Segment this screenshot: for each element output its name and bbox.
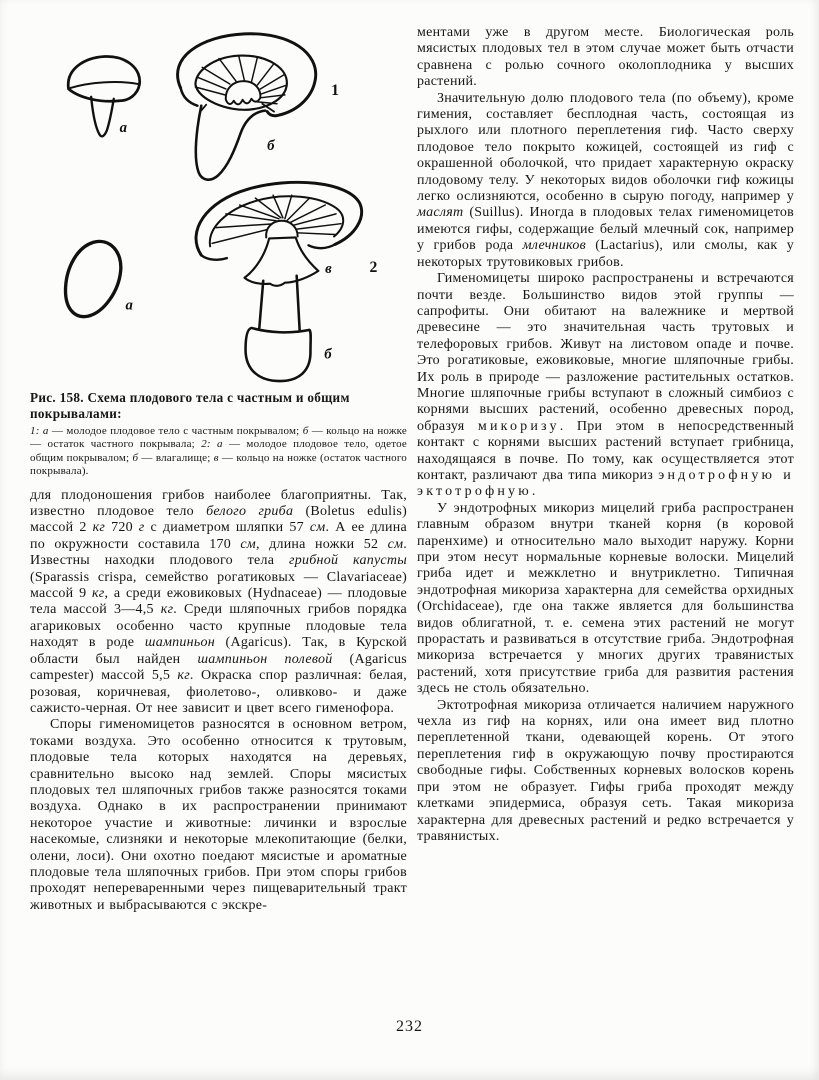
- mushroom-with-partial-veil-drawing: [178, 34, 316, 180]
- paragraph: ментами уже в другом месте. Биологическая роль мясистых плодовых тел в этом случае может быть отчасти сравнена с ролью сочного околоплодника у высших растений.: [417, 25, 794, 90]
- paragraph: Значительную долю плодового тела (по объему), кроме гимения, составляет бесплодная часть, состоящая из рыхлого или плотного переплетения гиф. Часто сверху плодовое тело покрыто кожицей, состоящей из гиф с окрашенной оболочкой, что придает характерную окраску плодовому телу. У некоторых видов оболочки гиф кожицы легко ослизняются, особенно в сырую погоду, например у маслят (Suillus). Иногда в плодовых телах гименомицетов имеются гифы, содержащие белый млечный сок, например у грибов рода млечников (Lactarius), или смолы, как у некоторых трутовиковых грибов.: [417, 90, 795, 270]
- young-body-egg-drawing: [66, 241, 121, 316]
- paragraph: для плодоношения грибов наиболее благоприятны. Так, известно плодовое тело белого гриба (Boletus edulis) массой 2 кг 720 г с диаметром шляпки 57 см. А ее длина по окружности составила 170 см, длина ножки 52 см. Известны находки плодового тела грибной капусты (Sparassis crispa, семейство рогатиковых — Clavariaceae) массой 9 кг, а среди ежовиковых (Hydnaceae) — плодовые тела массой 3—4,5 кг. Среди шляпочных грибов порядка агариковых особенно часто крупные плодовые тела находят в роде шампиньон (Agaricus). Так, в Курской области был найден шампиньон полевой (Agaricus campester) массой 5,5 кг. Окраска спор различная: белая, розовая, коричневая, фиолетово-, оливково- и даже сажисто-черная. От нее зависит и цвет всего гименофора.: [30, 487, 408, 716]
- right-column: [417, 25, 794, 845]
- figure-caption-legend: 1: а — молодое плодовое тело с частным покрывалом; б — кольцо на ножке — остаток частного покрывала; 2: а — молодое плодовое тело, одетое общим покрывалом; б — влагалище; в — кольцо на ножке (остаток частного покрывала).: [30, 425, 408, 478]
- figure-158: [30, 28, 407, 479]
- left-column: [30, 28, 407, 914]
- figure-label-v: в: [325, 260, 332, 277]
- young-fruiting-body-drawing: [68, 56, 139, 136]
- figure-label-b1: б: [267, 137, 275, 154]
- figure-number-2: 2: [369, 258, 378, 276]
- paragraph: Гименомицеты широко распространены и встречаются почти везде. Большинство видов этой группы — сапрофиты. Они обитают на валежнике и мертвой древесине — это значительная часть трутовых и телефоровых грибов. Живут на листовом опаде и почве. Это рогатиковые, ежовиковые, многие шляпочные грибы. Их роль в природе — разложение растительных остатков. Многие шляпочные грибы вступают в сложный симбиоз с корнями высших растений, особенно древесных пород, образуя микоризу. При этом в непосредственный контакт с корнями высших растений вступает грибница, находящаяся в почве. По тому, как осуществляется этот контакт, различают два типа микориз эндотрофную и эктотрофную.: [417, 271, 794, 500]
- page-number: 232: [396, 1018, 423, 1035]
- paragraph: У эндотрофных микориз мицелий гриба распространен главным образом внутри тканей корня (в коровой паренхиме) и относительно мало выходит наружу. Корни при этом несут нормальные корневые волоски. Мицелий гриба идет и межклетно и внутриклетно. Типичная эндотрофная микориза характерна для семейства орхидных (Orchidaceae), где она также является для большинства видов облигатной, т. е. семена этих растений не могут прорастать и развиваться в отсутствие гриба. Эндотрофная микориза встречается у многих других травянистых растений, хотя присутствие гриба для развития растения здесь не столь обязательно.: [417, 500, 794, 697]
- paragraph: Споры гименомицетов разносятся в основном ветром, токами воздуха. Это особенно относится к трутовым, плодовые тела которых находятся на деревьях, сравнительно высоко над землей. Споры мясистых плодовых тел шляпочных грибов также разносятся токами воздуха. Однако в их распространении принимают некоторое участие и животные: личинки и взрослые насекомые, слизняки и некоторые млекопитающие (белки, олени, лоси). Они охотно поедают мясистые и ароматные плодовые тела шляпочных грибов. При этом споры грибов проходят непереваренными через пищеварительный тракт животных и выбрасываются с экскре-: [30, 717, 407, 913]
- figure-label-a2: а: [125, 297, 133, 314]
- figure-label-a1: а: [119, 120, 128, 137]
- mushroom-diagram: [30, 28, 407, 384]
- left-column-text: [30, 488, 407, 915]
- figure-label-b2: б: [324, 346, 332, 363]
- figure-caption: [30, 390, 407, 479]
- figure-caption-title: Рис. 158. Схема плодового тела с частным и общим покрывалами:: [30, 390, 350, 421]
- figure-number-1: 1: [331, 81, 339, 99]
- paragraph: Эктотрофная микориза отличается наличием наружного чехла из гиф на корнях, или она имеет вид плотно переплетенной ткани, одевающей корень. От этого переплетения гиф в окружающую почву простираются свободные гифы. Собственных корневых волосков корень при этом не образует. Гифы гриба проходят между клетками эпидермиса, образуя сеть. Такая микориза характерна для древесных растений и редко встречается у травянистых.: [417, 697, 794, 844]
- mushroom-with-ring-and-volva-drawing: [196, 182, 362, 381]
